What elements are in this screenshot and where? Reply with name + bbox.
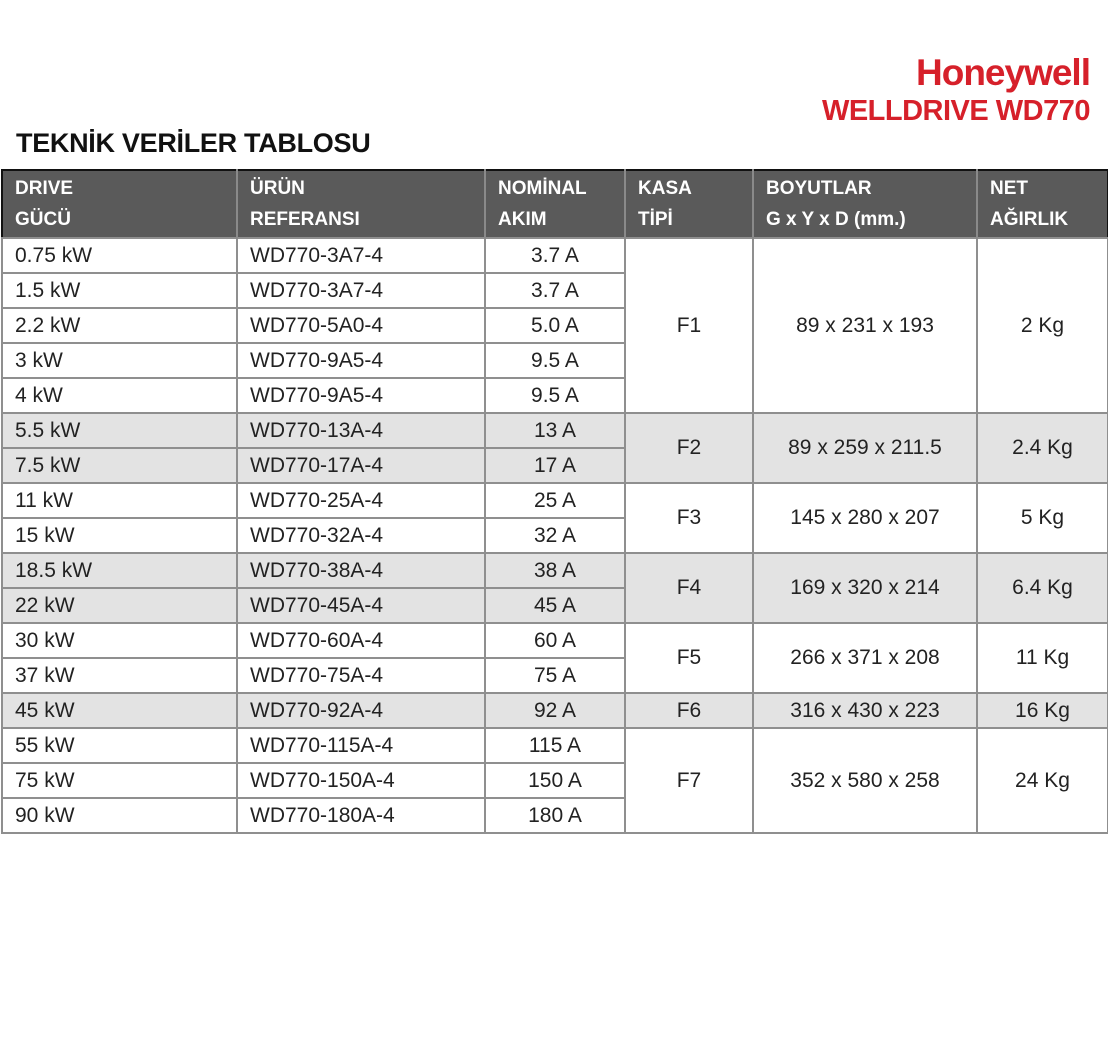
product-ref: WD770-115A-4 bbox=[237, 728, 485, 763]
drive-power: 22 kW bbox=[2, 588, 237, 623]
drive-power: 37 kW bbox=[2, 658, 237, 693]
frame-type: F7 bbox=[625, 728, 753, 833]
dimensions: 145 x 280 x 207 bbox=[753, 483, 977, 553]
table-row bbox=[2, 413, 1108, 448]
nominal-current: 60 A bbox=[485, 623, 625, 658]
nominal-current: 115 A bbox=[485, 728, 625, 763]
product-ref: WD770-60A-4 bbox=[237, 623, 485, 658]
drive-power: 30 kW bbox=[2, 623, 237, 658]
table-row bbox=[2, 728, 1108, 763]
drive-power: 3 kW bbox=[2, 343, 237, 378]
nominal-current: 17 A bbox=[485, 448, 625, 483]
drive-power: 5.5 kW bbox=[2, 413, 237, 448]
header-nominal-current: NOMİNAL AKIM bbox=[485, 170, 625, 238]
product-ref: WD770-38A-4 bbox=[237, 553, 485, 588]
nominal-current: 92 A bbox=[485, 693, 625, 728]
drive-power: 90 kW bbox=[2, 798, 237, 833]
nominal-current: 9.5 A bbox=[485, 343, 625, 378]
product-ref: WD770-75A-4 bbox=[237, 658, 485, 693]
drive-power: 2.2 kW bbox=[2, 308, 237, 343]
net-weight: 24 Kg bbox=[977, 728, 1108, 833]
nominal-current: 5.0 A bbox=[485, 308, 625, 343]
nominal-current: 13 A bbox=[485, 413, 625, 448]
dimensions: 266 x 371 x 208 bbox=[753, 623, 977, 693]
product-ref: WD770-3A7-4 bbox=[237, 238, 485, 273]
table-row bbox=[2, 693, 1108, 728]
drive-power: 0.75 kW bbox=[2, 238, 237, 273]
product-ref: WD770-9A5-4 bbox=[237, 343, 485, 378]
product-ref: WD770-13A-4 bbox=[237, 413, 485, 448]
header-product-ref: ÜRÜN REFERANSI bbox=[237, 170, 485, 238]
page-title: TEKNİK VERİLER TABLOSU bbox=[16, 128, 371, 158]
table-row bbox=[2, 623, 1108, 658]
product-ref: WD770-9A5-4 bbox=[237, 378, 485, 413]
nominal-current: 75 A bbox=[485, 658, 625, 693]
drive-power: 55 kW bbox=[2, 728, 237, 763]
header-drive-power: DRIVE GÜCÜ bbox=[2, 170, 237, 238]
table-row bbox=[2, 483, 1108, 518]
product-ref: WD770-32A-4 bbox=[237, 518, 485, 553]
header-frame-type: KASA TİPİ bbox=[625, 170, 753, 238]
header-dimensions: BOYUTLAR G x Y x D (mm.) bbox=[753, 170, 977, 238]
nominal-current: 45 A bbox=[485, 588, 625, 623]
nominal-current: 3.7 A bbox=[485, 273, 625, 308]
net-weight: 6.4 Kg bbox=[977, 553, 1108, 623]
dimensions: 89 x 231 x 193 bbox=[753, 238, 977, 413]
frame-type: F5 bbox=[625, 623, 753, 693]
drive-power: 11 kW bbox=[2, 483, 237, 518]
drive-power: 18.5 kW bbox=[2, 553, 237, 588]
frame-type: F6 bbox=[625, 693, 753, 728]
product-ref: WD770-3A7-4 bbox=[237, 273, 485, 308]
technical-data-table bbox=[1, 169, 1108, 834]
frame-type: F3 bbox=[625, 483, 753, 553]
product-ref: WD770-180A-4 bbox=[237, 798, 485, 833]
nominal-current: 9.5 A bbox=[485, 378, 625, 413]
dimensions: 352 x 580 x 258 bbox=[753, 728, 977, 833]
table-row bbox=[2, 553, 1108, 588]
product-ref: WD770-25A-4 bbox=[237, 483, 485, 518]
product-ref: WD770-150A-4 bbox=[237, 763, 485, 798]
drive-power: 15 kW bbox=[2, 518, 237, 553]
brand-logo bbox=[822, 52, 1090, 128]
dimensions: 89 x 259 x 211.5 bbox=[753, 413, 977, 483]
product-model: WELLDRIVE WD770 bbox=[821, 95, 1090, 127]
nominal-current: 3.7 A bbox=[485, 238, 625, 273]
product-ref: WD770-45A-4 bbox=[237, 588, 485, 623]
frame-type: F2 bbox=[625, 413, 753, 483]
frame-type: F4 bbox=[625, 553, 753, 623]
nominal-current: 32 A bbox=[485, 518, 625, 553]
nominal-current: 180 A bbox=[485, 798, 625, 833]
nominal-current: 38 A bbox=[485, 553, 625, 588]
net-weight: 11 Kg bbox=[977, 623, 1108, 693]
net-weight: 2 Kg bbox=[977, 238, 1108, 413]
dimensions: 316 x 430 x 223 bbox=[753, 693, 977, 728]
drive-power: 45 kW bbox=[2, 693, 237, 728]
dimensions: 169 x 320 x 214 bbox=[753, 553, 977, 623]
product-ref: WD770-5A0-4 bbox=[237, 308, 485, 343]
net-weight: 5 Kg bbox=[977, 483, 1108, 553]
table-row bbox=[2, 238, 1108, 273]
drive-power: 1.5 kW bbox=[2, 273, 237, 308]
table-header-row bbox=[2, 170, 1108, 238]
header-net-weight: NET AĞIRLIK bbox=[977, 170, 1108, 238]
frame-type: F1 bbox=[625, 238, 753, 413]
drive-power: 7.5 kW bbox=[2, 448, 237, 483]
brand-name: Honeywell bbox=[916, 52, 1090, 93]
net-weight: 16 Kg bbox=[977, 693, 1108, 728]
net-weight: 2.4 Kg bbox=[977, 413, 1108, 483]
nominal-current: 25 A bbox=[485, 483, 625, 518]
drive-power: 4 kW bbox=[2, 378, 237, 413]
product-ref: WD770-17A-4 bbox=[237, 448, 485, 483]
drive-power: 75 kW bbox=[2, 763, 237, 798]
product-ref: WD770-92A-4 bbox=[237, 693, 485, 728]
nominal-current: 150 A bbox=[485, 763, 625, 798]
